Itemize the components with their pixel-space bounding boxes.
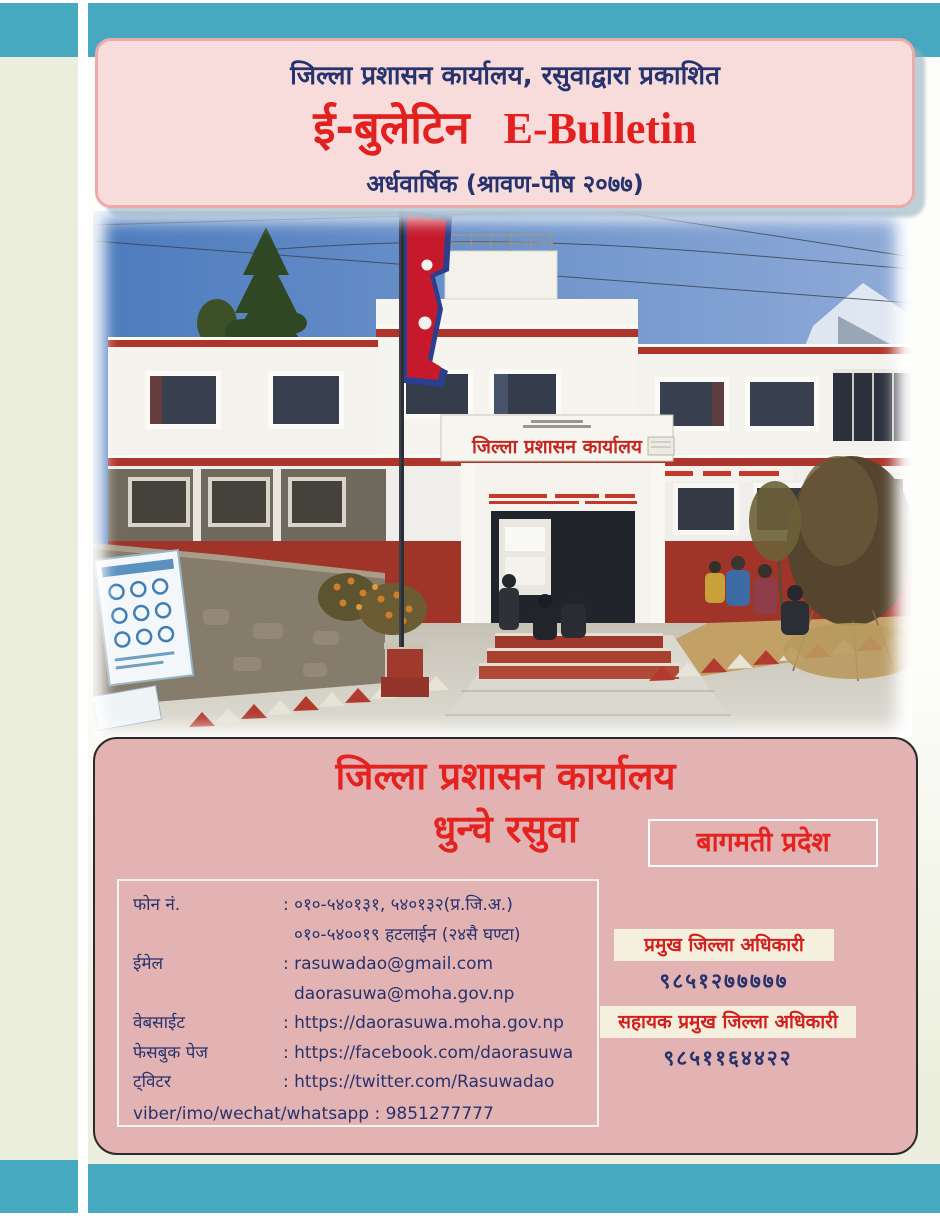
contact-label: फेसबुक पेज [133,1042,209,1063]
website-link[interactable]: : https://daorasuwa.moha.gov.np [283,1013,564,1033]
top-border-strip-left [0,3,78,57]
ac-unit [648,437,674,455]
info-signboard [94,550,193,685]
office-name: जिल्ला प्रशासन कार्यालय [335,754,676,798]
contact-label: ईमेल [133,954,164,974]
left-margin-strip [0,57,78,1160]
flagpole-base [381,643,429,697]
email-link[interactable]: : rasuwadao@gmail.com [283,954,494,974]
contact-row-twitter [133,1068,591,1098]
building-photo-svg [93,211,912,737]
entrance-steps [479,633,679,679]
bulletin-title [98,96,912,157]
flag-sun [419,317,432,330]
contact-row-website [133,1009,591,1039]
contact-row-email [133,950,591,980]
email-link[interactable]: daorasuwa@moha.gov.np [294,983,515,1004]
official-title-assistant-cdo: सहायक प्रमुख जिल्ला अधिकारी [600,1006,856,1038]
contact-row-facebook [133,1039,591,1069]
contact-label: वेबसाईट [133,1013,185,1033]
contact-value: : ०१०-५४०१३१, ५४०१३२(प्र.जि.अ.) [283,895,513,915]
twitter-link[interactable]: : https://twitter.com/Rasuwadao [283,1072,555,1092]
office-location: धुन्चे रसुवा [432,807,578,851]
office-building-photo [93,211,912,737]
contact-label [133,980,283,1010]
contact-details-box [117,879,599,1127]
official-title-cdo: प्रमुख जिल्ला अधिकारी [614,929,834,961]
contact-value: ०१०-५४००१९ हटलाईन (२४सै घण्टा) [294,924,521,945]
bulletin-title-english: E-Bulletin [503,104,697,153]
bulletin-subtitle: अर्धवार्षिक (श्रावण-पौष २०७७) [366,170,644,198]
publisher-line: जिल्ला प्रशासन कार्यालय, रसुवाद्वारा प्रकाशित [290,61,720,91]
province-badge: बागमती प्रदेश [648,819,878,867]
flag-moon [422,260,433,271]
rooftop-structure [445,233,557,299]
contact-row-hotline [133,921,591,951]
building-sign-text: जिल्ला प्रशासन कार्यालय [471,436,643,458]
official-phone-assistant-cdo: ९८५११६४४२२ [663,1046,793,1070]
official-phone-cdo: ९८५१२७७७७७ [659,969,789,993]
contact-label: फोन नं. [133,895,181,915]
building-sign [441,415,673,461]
header-banner [95,38,915,208]
left-veranda [108,469,386,541]
contact-label: ट्विटर [133,1072,171,1092]
contact-row-email2 [133,980,591,1010]
contact-row-whatsapp: viber/imo/wechat/whatsapp : 9851277777 [133,1103,494,1124]
facebook-link[interactable]: : https://facebook.com/daorasuwa [283,1042,574,1063]
bottom-border-strip-left [0,1160,78,1213]
contact-row-phone [133,891,591,921]
contact-label [133,921,283,951]
bottom-border-strip-main [88,1164,940,1213]
bulletin-title-nepali: ई-बुलेटिन [313,101,470,154]
office-info-panel [93,737,918,1155]
